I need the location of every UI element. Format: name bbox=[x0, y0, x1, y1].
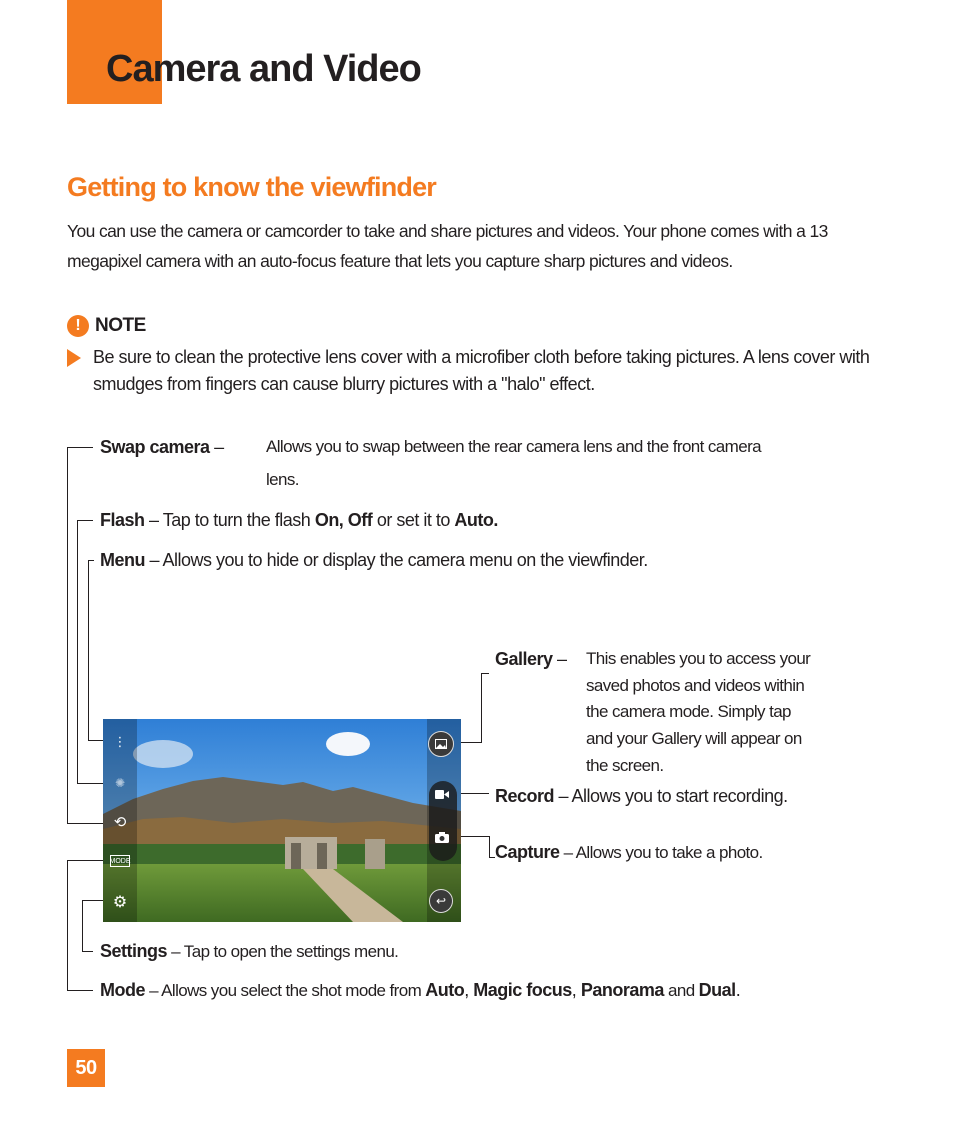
lawn bbox=[103, 864, 461, 922]
capture-callout bbox=[495, 839, 763, 866]
settings-leader bbox=[82, 951, 93, 952]
note-label: NOTE bbox=[95, 315, 146, 336]
menu-desc: – Allows you to hide or display the camera menu on the viewfinder. bbox=[145, 550, 648, 570]
record-callout bbox=[495, 783, 788, 809]
section-title: Getting to know the viewfinder bbox=[67, 172, 437, 202]
flash-callout bbox=[100, 507, 498, 533]
bullet-arrow-icon bbox=[67, 349, 81, 367]
gallery-desc-line: the camera mode. Simply tap bbox=[586, 702, 791, 722]
gallery-desc-line: the screen. bbox=[586, 755, 664, 775]
video-camera-icon bbox=[435, 790, 449, 799]
swap-camera-leader bbox=[67, 447, 93, 448]
flash-leader bbox=[77, 520, 78, 784]
back-icon[interactable]: ↩ bbox=[429, 889, 453, 913]
mode-auto: Auto bbox=[425, 980, 465, 1000]
viewfinder-screenshot bbox=[103, 719, 461, 922]
flash-icon[interactable]: ✺ bbox=[114, 776, 126, 790]
comma: , bbox=[464, 980, 474, 1000]
gallery-thumbnail-icon[interactable] bbox=[428, 731, 454, 757]
gallery-desc bbox=[586, 646, 810, 780]
mode-panorama: Panorama bbox=[580, 980, 664, 1000]
mode-term: Mode bbox=[100, 980, 145, 1000]
capture-leader bbox=[489, 836, 490, 858]
settings-gear-icon[interactable]: ⚙ bbox=[112, 894, 128, 911]
mode-leader bbox=[67, 860, 68, 991]
flash-desc-a: – Tap to turn the flash bbox=[144, 510, 315, 530]
capture-desc: – Allows you to take a photo. bbox=[559, 843, 763, 862]
flash-term: Flash bbox=[100, 510, 145, 530]
capture-term: Capture bbox=[495, 842, 560, 862]
mode-icon[interactable] bbox=[110, 855, 130, 867]
gallery-leader bbox=[481, 673, 489, 674]
page-title: Camera and Video bbox=[106, 48, 421, 90]
image-icon bbox=[435, 739, 447, 749]
exclamation-icon: ! bbox=[67, 315, 89, 337]
swap-camera-desc bbox=[266, 434, 761, 460]
settings-desc: – Tap to open the settings menu. bbox=[167, 942, 399, 961]
menu-term: Menu bbox=[100, 550, 145, 570]
swap-camera-icon[interactable]: ⟲ bbox=[113, 814, 127, 831]
note-header bbox=[67, 315, 146, 337]
gallery-desc-line: and your Gallery will appear on bbox=[586, 729, 802, 749]
swap-camera-desc-2 bbox=[266, 467, 299, 493]
flash-leader bbox=[77, 520, 93, 521]
comma: , bbox=[571, 980, 581, 1000]
mode-badge-text: MODE bbox=[109, 857, 131, 865]
monument-gap bbox=[291, 843, 301, 869]
separator: – bbox=[552, 649, 567, 669]
camera-icon bbox=[435, 832, 449, 843]
swap-camera-leader bbox=[67, 447, 68, 824]
note-text: Be sure to clean the protective lens cover with a microfiber cloth before taking pictures. A lens cover with smudges from fingers can cause blurry pictures with a "halo" effect. bbox=[93, 347, 870, 394]
swap-camera-term: Swap camera bbox=[100, 437, 210, 457]
swap-camera-callout bbox=[100, 434, 224, 460]
flash-auto: Auto. bbox=[454, 510, 498, 530]
separator: – bbox=[209, 437, 224, 457]
gallery-term: Gallery bbox=[495, 649, 553, 669]
gallery-desc-line: This enables you to access your bbox=[586, 649, 811, 668]
and-word: and bbox=[663, 981, 699, 1000]
mode-desc: – Allows you select the shot mode from bbox=[145, 981, 426, 1000]
mode-dual: Dual bbox=[698, 980, 736, 1000]
gallery-leader bbox=[481, 673, 482, 743]
mode-magic-focus: Magic focus bbox=[473, 980, 572, 1000]
settings-term: Settings bbox=[100, 941, 168, 961]
swap-camera-desc-line2: lens. bbox=[266, 470, 299, 489]
settings-leader bbox=[82, 900, 83, 952]
viewfinder-scene bbox=[103, 719, 461, 922]
stone-pillar bbox=[365, 839, 385, 869]
record-desc: – Allows you to start recording. bbox=[554, 786, 788, 806]
cloud bbox=[133, 740, 193, 768]
settings-callout bbox=[100, 938, 398, 965]
menu-leader bbox=[88, 560, 89, 740]
cloud bbox=[326, 732, 370, 756]
period: . bbox=[735, 980, 741, 1000]
mode-callout bbox=[100, 977, 740, 1004]
gallery-callout bbox=[495, 646, 567, 672]
menu-callout bbox=[100, 547, 648, 573]
mode-leader bbox=[67, 990, 93, 991]
record-term: Record bbox=[495, 786, 555, 806]
gallery-desc-line: saved photos and videos within bbox=[586, 675, 805, 695]
monument-gap bbox=[317, 843, 327, 869]
record-video-icon[interactable] bbox=[431, 785, 453, 803]
swap-camera-desc-line1: Allows you to swap between the rear camera lens and the front camera bbox=[266, 437, 761, 456]
menu-dots-icon[interactable]: ⋮ bbox=[113, 733, 127, 749]
page-number: 50 bbox=[67, 1049, 105, 1087]
intro-paragraph: You can use the camera or camcorder to take and share pictures and videos. Your phone comes with a 13 megapixel camera with an auto-focus feature that lets you capture sharp pictures and videos. bbox=[67, 221, 828, 271]
capture-camera-icon[interactable] bbox=[431, 827, 453, 847]
flash-desc-b: or set it to bbox=[372, 510, 455, 530]
flash-on-off: On, Off bbox=[314, 510, 373, 530]
